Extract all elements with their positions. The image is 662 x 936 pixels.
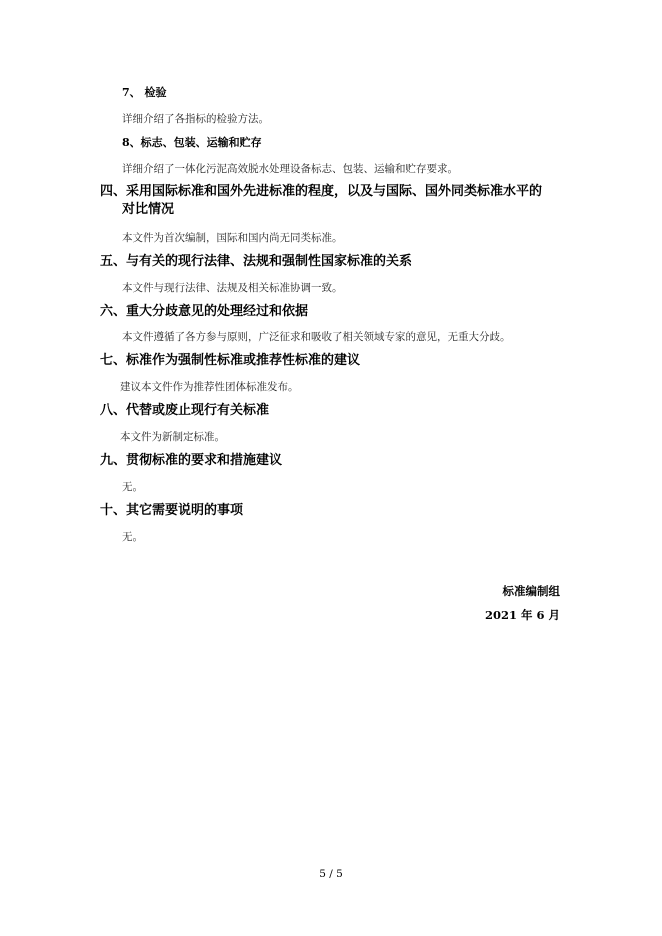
section-heading: 九、贯彻标准的要求和措施建议	[100, 453, 283, 468]
paragraph: 详细介绍了各指标的检验方法。	[122, 113, 269, 125]
section-heading: 七、标准作为强制性标准或推荐性标准的建议	[100, 353, 361, 368]
subsection-heading: 8、标志、包装、运输和贮存	[122, 136, 262, 149]
paragraph: 本文件为新制定标准。	[120, 431, 225, 443]
paragraph: 无。	[122, 531, 143, 543]
paragraph: 无。	[122, 481, 143, 493]
subsection-heading: 7、 检验	[122, 86, 167, 99]
section-heading: 十、其它需要说明的事项	[100, 503, 244, 518]
signature-org: 标准编制组	[502, 584, 560, 598]
section-heading: 五、与有关的现行法律、法规和强制性国家标准的关系	[100, 254, 413, 269]
paragraph: 本文件为首次编制，国际和国内尚无同类标准。	[122, 232, 343, 244]
section-heading-continuation: 对比情况	[122, 202, 175, 217]
paragraph: 建议本文件作为推荐性团体标准发布。	[120, 381, 299, 393]
signature-date: 2021 年 6 月	[484, 608, 560, 622]
paragraph: 详细介绍了一体化污泥高效脱水处理设备标志、包装、运输和贮存要求。	[122, 163, 458, 175]
section-heading: 六、重大分歧意见的处理经过和依据	[100, 304, 309, 319]
page-number: 5 / 5	[319, 868, 343, 880]
section-heading: 八、代替或废止现行有关标准	[100, 403, 270, 418]
section-heading: 四、采用国际标准和国外先进标准的程度，以及与国际、国外同类标准水平的	[100, 184, 543, 199]
paragraph: 本文件遵循了各方参与原则，广泛征求和吸收了相关领域专家的意见，无重大分歧。	[122, 331, 511, 343]
paragraph: 本文件与现行法律、法规及相关标准协调一致。	[122, 282, 343, 294]
